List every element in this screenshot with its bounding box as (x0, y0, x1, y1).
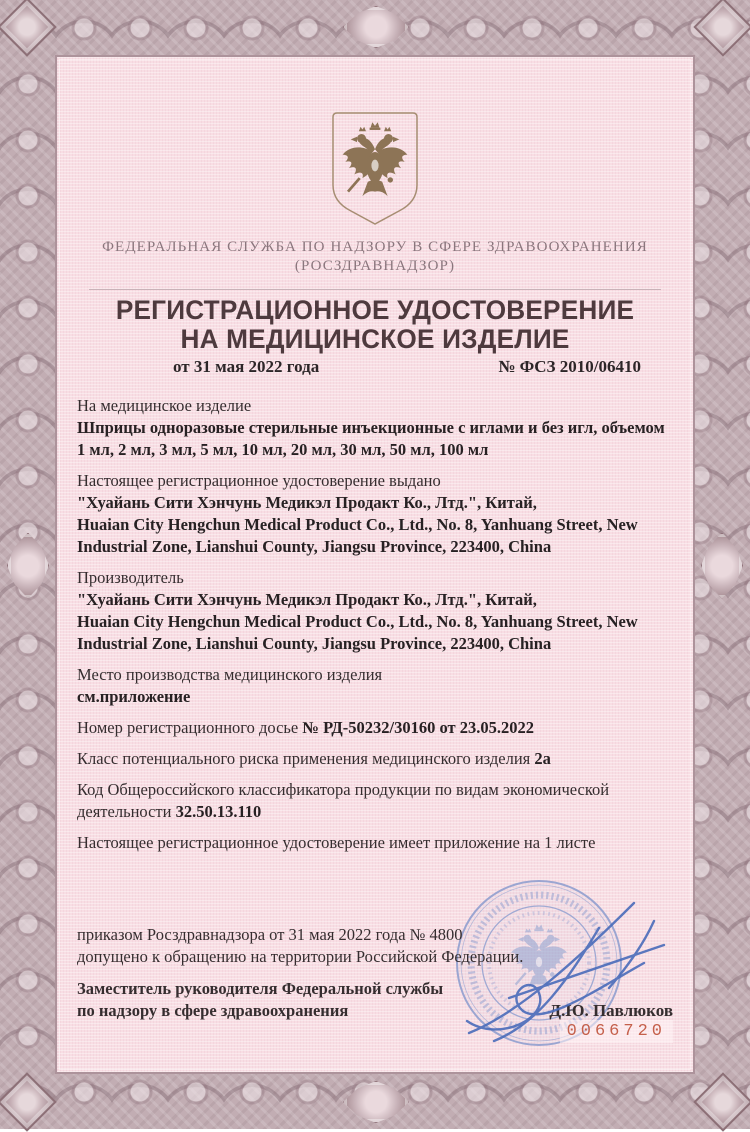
dossier-paragraph (77, 717, 673, 739)
frame-corner-ornament (0, 1072, 57, 1131)
annex-paragraph: Настоящее регистрационное удостоверение имеет приложение на 1 листе (77, 833, 596, 852)
signer-title (77, 978, 443, 1022)
place-label: Место производства медицинского изделия (77, 665, 383, 684)
certificate-body (55, 55, 695, 1074)
device-paragraph (77, 395, 673, 461)
agency-line1: ФЕДЕРАЛЬНАЯ СЛУЖБА ПО НАДЗОРУ В СФЕРЕ ЗДРАВООХРАНЕНИЯ (102, 239, 648, 255)
frame-corner-ornament (693, 1072, 750, 1131)
registration-date: от 31 мая 2022 года (173, 357, 320, 376)
manufacturer-value-ru: "Хуайань Сити Хэнчунь Медикэл Продакт Ко., Лтд.", Китай, (77, 590, 537, 609)
dossier-label: Номер регистрационного досье (77, 718, 299, 737)
manufacturer-value-en: Huaian City Hengchun Medical Product Co., Ltd., No. 8, Yanhuang Street, New Industrial Zone, Lianshui County, Jiangsu Province, 223400, China (77, 612, 638, 653)
risk-value: 2а (534, 749, 551, 768)
risk-label: Класс потенциального риска применения медицинского изделия (77, 749, 531, 768)
manufacturer-label: Производитель (77, 568, 184, 587)
order-line1: приказом Росздравнадзора от 31 мая 2022 года № 4800 (77, 925, 463, 944)
coat-of-arms-icon (77, 107, 673, 234)
frame-medallion (7, 533, 49, 599)
signature-scrawl (449, 883, 669, 1063)
device-label: На медицинское изделие (77, 396, 252, 415)
issued-paragraph (77, 470, 673, 558)
registration-number: № ФСЗ 2010/06410 (498, 357, 641, 376)
manufacturer-paragraph (77, 567, 673, 655)
okpd-paragraph (77, 779, 673, 823)
place-paragraph (77, 664, 673, 708)
agency-name (77, 238, 673, 276)
device-value: Шприцы одноразовые стерильные инъекционные с иглами и без игл, объемом 1 мл, 2 мл, 3 мл, 5 мл, 10 мл, 20 мл, 30 мл, 50 мл, 100 мл (77, 418, 665, 459)
signer-title-line2: по надзору в сфере здравоохранения (77, 1001, 349, 1020)
order-line2: допущено к обращению на территории Российской Федерации. (77, 947, 524, 966)
certificate-title (86, 296, 664, 354)
title-line2: НА МЕДИЦИНСКОЕ ИЗДЕЛИЕ (180, 324, 570, 354)
issued-label: Настоящее регистрационное удостоверение выдано (77, 471, 441, 490)
serial-number: 0066720 (560, 1020, 673, 1043)
okpd-value: 32.50.13.110 (175, 802, 262, 821)
frame-medallion (343, 6, 409, 48)
title-line1: РЕГИСТРАЦИОННОЕ УДОСТОВЕРЕНИЕ (115, 295, 635, 325)
frame-medallion (701, 533, 743, 599)
issued-value-ru: "Хуайань Сити Хэнчунь Медикэл Продакт Ко., Лтд.", Китай, (77, 493, 537, 512)
registration-line (173, 357, 641, 377)
frame-medallion (343, 1081, 409, 1123)
signer-name: Д.Ю. Павлюков (549, 1001, 673, 1020)
risk-paragraph (77, 748, 673, 770)
dossier-value: № РД-50232/30160 от 23.05.2022 (302, 718, 534, 737)
agency-line2: (РОСЗДРАВНАДЗОР) (294, 258, 456, 274)
signer-title-line1: Заместитель руководителя Федеральной службы (77, 979, 444, 998)
okpd-label: Код Общероссийского классификатора продукции по видам экономической деятельности (77, 780, 610, 821)
issued-value-en: Huaian City Hengchun Medical Product Co., Ltd., No. 8, Yanhuang Street, New Industrial Zone, Lianshui County, Jiangsu Province, 223400, China (77, 515, 638, 556)
certificate-text (77, 395, 673, 854)
frame-corner-ornament (0, 0, 57, 57)
header-divider (89, 289, 661, 290)
place-value: см.приложение (77, 687, 191, 706)
frame-corner-ornament (693, 0, 750, 57)
